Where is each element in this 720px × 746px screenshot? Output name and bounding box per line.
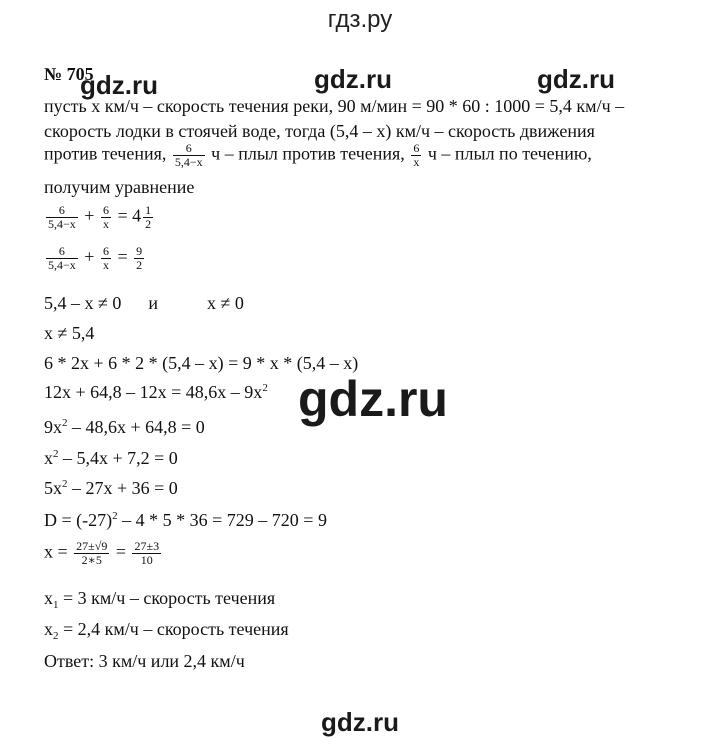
text-span: – 5,4x + 7,2 = 0: [58, 448, 178, 468]
fraction: [74, 540, 109, 567]
numerator: 1: [145, 203, 152, 217]
denominator: 10: [132, 553, 161, 567]
numerator: 6: [102, 244, 109, 258]
root-1-line: [44, 588, 275, 611]
equals-sign: =: [115, 541, 126, 562]
fraction: [101, 245, 111, 272]
fraction: [411, 142, 421, 169]
denominator: 2: [145, 217, 152, 231]
fraction: [132, 540, 161, 567]
numerator: 6: [58, 203, 65, 217]
fraction: [143, 204, 153, 231]
numerator: 6: [102, 203, 109, 217]
text-span: – 27x + 36 = 0: [67, 478, 178, 498]
text-span: ч – плыл против течения,: [211, 143, 405, 164]
root-2-line: [44, 619, 289, 642]
numerator: 6: [58, 244, 65, 258]
text-span: против течения,: [44, 143, 167, 164]
denominator: 2: [136, 258, 143, 272]
roots-formula: [44, 540, 163, 567]
text-line: получим уравнение: [44, 177, 195, 197]
text-span: 9x: [44, 417, 62, 437]
fraction: [134, 245, 144, 272]
equation-1: [44, 204, 155, 231]
exponent: 2: [53, 448, 59, 460]
solution-line: [44, 382, 268, 403]
text-span: – 4 * 5 * 36 = 729 – 720 = 9: [117, 510, 327, 530]
solution-line: [44, 417, 205, 438]
exponent: 2: [112, 510, 118, 522]
equals-sign: =: [117, 246, 128, 267]
text-span: x =: [44, 541, 68, 562]
text-span: = 2,4 км/ч – скорость течения: [58, 619, 289, 639]
fraction: [46, 245, 78, 272]
text-line: пусть x км/ч – скорость течения реки, 90 м/мин = 90 * 60 : 1000 = 5,4 км/ч –: [44, 96, 625, 116]
equals-mixed: = 4: [117, 205, 142, 226]
problem-number: № 705: [44, 64, 94, 84]
fraction: [173, 142, 205, 169]
text-line: скорость лодки в стоячей воде, тогда (5,4 – x) км/ч – скорость движения: [44, 121, 595, 141]
exponent: 2: [62, 478, 68, 490]
condition-line: x ≠ 5,4: [44, 323, 95, 343]
watermark: gdz.ru: [314, 64, 392, 94]
numerator: 9: [136, 244, 143, 258]
condition: 5,4 – x ≠ 0: [44, 293, 122, 313]
denominator: 5,4−x: [174, 155, 203, 169]
text-line: [44, 142, 592, 169]
denominator: x: [102, 258, 109, 272]
exponent: 2: [62, 417, 68, 429]
numerator: 6: [413, 141, 420, 155]
denominator: 5,4−x: [48, 217, 76, 231]
numerator: 27±3: [134, 539, 160, 553]
text-span: 12x + 64,8 – 12x = 48,6x – 9x: [44, 382, 263, 402]
condition-line: [44, 293, 244, 314]
numerator: 27±√9: [76, 539, 108, 553]
fraction: [101, 204, 111, 231]
solution-line: [44, 478, 178, 499]
watermark: gdz.ru: [537, 64, 615, 94]
subscript: 2: [53, 630, 59, 642]
discriminant-line: [44, 510, 327, 531]
conjunction: и: [148, 293, 159, 313]
answer-line: Ответ: 3 км/ч или 2,4 км/ч: [44, 651, 245, 671]
plus-sign: +: [84, 246, 95, 267]
numerator: 6: [185, 141, 192, 155]
fraction: [46, 204, 78, 231]
denominator: 5,4−x: [48, 258, 76, 272]
exponent: 2: [262, 382, 268, 394]
equation-2: [44, 245, 146, 272]
text-span: D = (-27): [44, 510, 113, 530]
subscript: 1: [53, 599, 59, 611]
site-title: гдз.ру: [327, 6, 393, 33]
denominator: x: [413, 155, 420, 169]
watermark: gdz.ru: [80, 70, 158, 100]
watermark-bottom: gdz.ru: [321, 707, 399, 737]
text-span: 5x: [44, 478, 62, 498]
plus-sign: +: [84, 205, 95, 226]
text-span: = 3 км/ч – скорость течения: [58, 588, 276, 608]
text-span: ч – плыл по течению,: [427, 143, 592, 164]
solution-line: [44, 448, 178, 469]
watermark-center: gdz.ru: [298, 371, 448, 427]
text-span: x: [44, 448, 53, 468]
denominator: x: [102, 217, 109, 231]
text-span: x: [44, 588, 53, 608]
condition: x ≠ 0: [207, 293, 244, 313]
denominator: 2∗5: [74, 553, 109, 567]
text-span: x: [44, 619, 53, 639]
text-span: – 48,6x + 64,8 = 0: [67, 417, 205, 437]
solution-line: 6 * 2x + 6 * 2 * (5,4 – x) = 9 * x * (5,4 – x): [44, 353, 359, 373]
